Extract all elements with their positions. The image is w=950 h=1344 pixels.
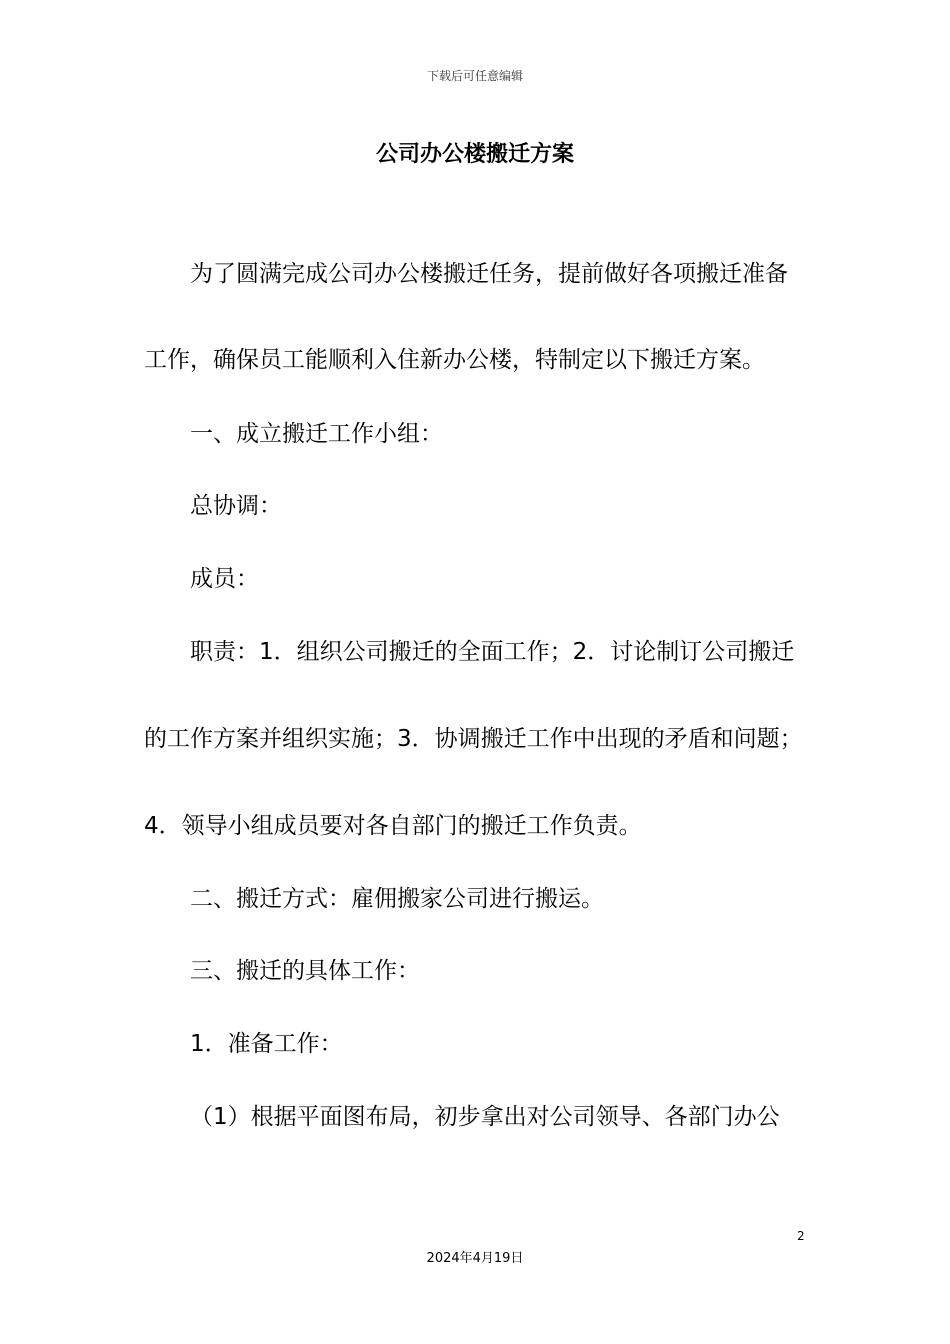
paragraph-intro-line-1: 为了圆满完成公司办公楼搬迁任务，提前做好各项搬迁准备 <box>190 261 788 287</box>
page-number: 2 <box>797 1229 805 1243</box>
header-note: 下载后可任意编辑 <box>426 69 523 83</box>
duties-line-3: 4．领导小组成员要对各自部门的搬迁工作负责。 <box>144 813 642 839</box>
footer-date: 2024年4月19日 <box>426 1251 524 1266</box>
paragraph-intro-line-2: 工作，确保员工能顺利入住新办公楼，特制定以下搬迁方案。 <box>144 347 765 373</box>
duties-line-2: 的工作方案并组织实施；3．协调搬迁工作中出现的矛盾和问题； <box>144 726 803 752</box>
item-1-line-1: （1）根据平面图布局，初步拿出对公司领导、各部门办公 <box>190 1104 780 1130</box>
subsection-heading-1: 1．准备工作： <box>190 1031 343 1057</box>
section-heading-3: 三、搬迁的具体工作： <box>190 958 420 984</box>
members-label: 成员： <box>190 566 259 592</box>
duties-line-1: 职责：1．组织公司搬迁的全面工作；2．讨论制订公司搬迁 <box>190 639 795 665</box>
coordinator-label: 总协调： <box>190 493 282 519</box>
section-heading-2: 二、搬迁方式：雇佣搬家公司进行搬运。 <box>190 886 604 912</box>
document-title: 公司办公楼搬迁方案 <box>375 142 574 167</box>
section-heading-1: 一、成立搬迁工作小组： <box>190 421 443 447</box>
